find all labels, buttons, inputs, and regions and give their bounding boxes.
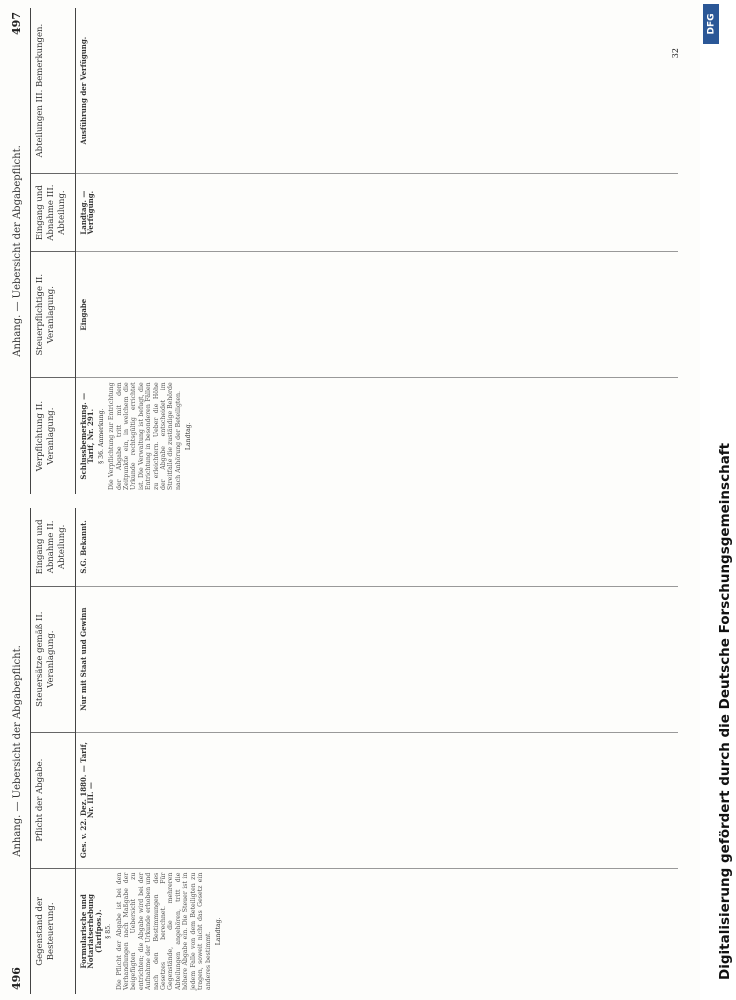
left-col3-heading: Nur mit Staat und Gewinn <box>79 607 88 711</box>
right-col1-heading: Schlussbemerkung. — Tarif, Nr. 291. <box>79 392 96 480</box>
left-body-col-1 <box>76 868 678 994</box>
right-body-col-3 <box>76 173 678 251</box>
right-footer-number: 32 <box>671 48 680 59</box>
right-col-header-3: Eingang und Abnahme III. Abteilung. <box>31 173 75 251</box>
left-col4-heading: S.G. Bekannt. <box>79 520 88 574</box>
right-body-col-4 <box>76 8 678 173</box>
left-body-col-3 <box>76 586 678 732</box>
dfg-banner-text: Digitalisierung gefördert durch die Deutsche Forschungsgemeinschaft <box>717 442 733 980</box>
left-col1-heading: Formularische und Notariatserhebung (Tarifpos.). <box>79 894 103 969</box>
left-body-columns <box>76 508 678 994</box>
left-col1-section-1: § 85. <box>105 923 113 939</box>
dfg-logo-text: DFG <box>706 13 717 35</box>
dfg-logo-icon <box>703 4 719 44</box>
right-running-head: Anhang. — Uebersicht der Abgabepflicht. <box>12 145 23 357</box>
right-body-col-2 <box>76 251 678 377</box>
left-page <box>6 508 682 994</box>
left-body-col-2 <box>76 732 678 868</box>
right-col-header-2: Steuerpflichtige II. Veranlagung. <box>31 251 75 377</box>
right-page <box>6 8 682 494</box>
right-col1-section-2: Landtag. <box>185 422 193 451</box>
book-spread <box>6 8 682 994</box>
left-col-header-2: Pflicht der Abgabe. <box>31 732 75 868</box>
left-column-headers <box>30 508 76 994</box>
right-col4-heading: Ausführung der Verfügung. <box>79 36 88 145</box>
left-col2-heading: Ges. v. 22. Dez. 1880. — Tarif, Nr. III. — <box>79 742 96 859</box>
right-col-header-1: Verpflichtung II. Veranlagung. <box>31 377 75 494</box>
right-col-header-4: Abteilungen III. Bemerkungen. <box>35 23 45 158</box>
right-col1-text: Die Verpflichtung zur Entrichtung der Abgabe tritt mit dem Zeitpunkte ein, in welchem die Urkunde rechtsgültig errichtet ist. Die Verwaltung ist befugt, die Entrichtung in besonderen Fällen zu erleichtern. Ueber die Höhe der Abgabe entscheidet im Streitfalle die zuständige Behörde nach Anhörung der Beteiligten. <box>108 382 182 490</box>
left-body-col-4 <box>76 508 678 586</box>
left-col-header-3: Steuersätze gemäß II. Veranlagung. <box>31 586 75 732</box>
right-col1-section-1: § 36. Anmerkung. <box>97 408 105 464</box>
right-body-columns <box>76 8 678 494</box>
left-col1-text: Die Pflicht der Abgabe ist bei den Verhandlungen nach Maßgabe der beigefügten Uebersicht zu entrichten; die Abgabe wird bei der Aufnahme der Urkunde erhoben und nach den Bestimmungen des Gesetzes berechnet. Für Gegenstände, die mehreren Abteilungen angehören, tritt die höhere Abgabe ein. Die Steuer ist in jedem Falle von dem Beteiligten zu tragen, soweit nicht das Gesetz ein anderes bestimmt. <box>115 872 212 990</box>
left-col-header-4: Eingang und Abnahme II. Abteilung. <box>35 519 67 575</box>
left-page-number: 496 <box>10 967 23 990</box>
right-col2-heading: Eingabe <box>79 298 88 331</box>
left-col-header-1: Gegenstand der Besteuerung. <box>31 868 75 994</box>
right-body-col-1 <box>76 377 678 494</box>
left-running-head: Anhang. — Uebersicht der Abgabepflicht. <box>12 645 23 857</box>
right-page-number: 497 <box>10 12 23 35</box>
right-col3-heading: Landtag. — Verfügung. <box>79 190 96 235</box>
left-col1-section-2: Landtag. <box>214 917 222 946</box>
right-column-headers <box>30 8 76 494</box>
